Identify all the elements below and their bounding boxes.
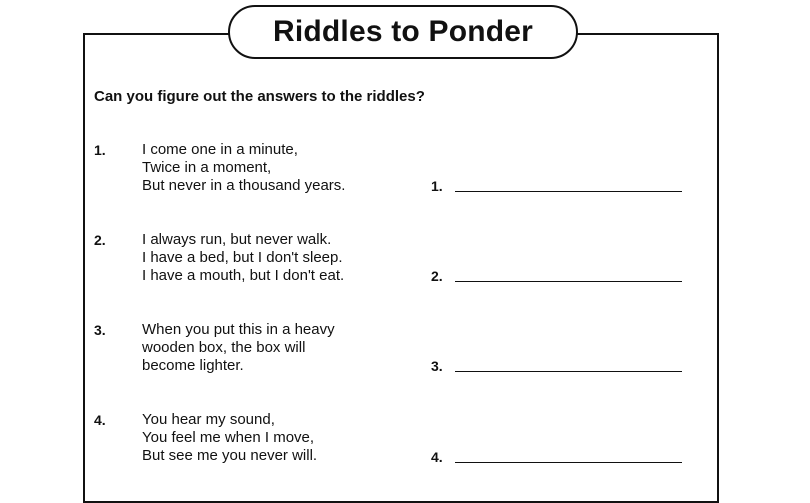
riddle-line: When you put this in a heavy bbox=[142, 321, 335, 338]
page-title: Riddles to Ponder bbox=[272, 15, 534, 48]
answer-blank[interactable] bbox=[455, 357, 682, 372]
riddle-number: 1. bbox=[94, 142, 106, 158]
riddle-line: But never in a thousand years. bbox=[142, 177, 346, 194]
riddle-text bbox=[142, 231, 344, 285]
riddle-line: I have a bed, but I don't sleep. bbox=[142, 249, 343, 266]
answer-blank[interactable] bbox=[455, 448, 682, 463]
riddle-line: You hear my sound, bbox=[142, 411, 275, 428]
riddle-line: I always run, but never walk. bbox=[142, 231, 332, 248]
riddle-text bbox=[142, 411, 317, 465]
riddle-line: wooden box, the box will bbox=[142, 339, 306, 356]
riddle-text bbox=[142, 321, 335, 375]
answer-blank[interactable] bbox=[455, 267, 682, 282]
riddle-line: You feel me when I move, bbox=[142, 429, 315, 446]
riddle-line: I come one in a minute, bbox=[142, 141, 298, 158]
answer-blank[interactable] bbox=[455, 177, 682, 192]
riddle-text bbox=[142, 141, 345, 195]
answer-label: 3. bbox=[431, 358, 443, 374]
riddle-line: I have a mouth, but I don't eat. bbox=[142, 267, 345, 284]
answer-label: 4. bbox=[431, 449, 443, 465]
riddle-number: 2. bbox=[94, 232, 106, 248]
instructions: Can you figure out the answers to the riddles? bbox=[94, 88, 425, 105]
riddle-line: Twice in a moment, bbox=[142, 159, 272, 176]
riddle-line: become lighter. bbox=[142, 357, 244, 374]
riddle-number: 3. bbox=[94, 322, 106, 338]
title-banner bbox=[228, 5, 578, 59]
riddle-number: 4. bbox=[94, 412, 106, 428]
answer-label: 2. bbox=[431, 268, 443, 284]
answer-label: 1. bbox=[431, 178, 443, 194]
riddle-line: But see me you never will. bbox=[142, 447, 318, 464]
